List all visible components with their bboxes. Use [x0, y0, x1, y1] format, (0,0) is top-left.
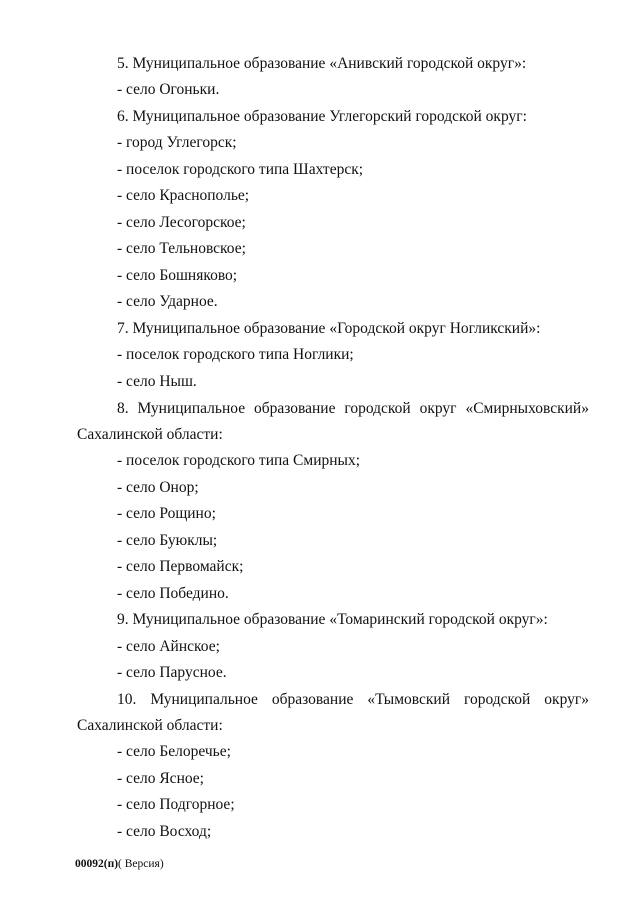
heading-word: «Тымовский — [367, 691, 451, 708]
section-6-heading: 6. Муниципальное образование Углегорский городской округ: — [117, 108, 527, 125]
list-item: - село Белоречье; — [117, 743, 231, 760]
document-code: 00092(п) — [75, 858, 119, 870]
list-item: - село Ударное. — [117, 293, 218, 310]
list-item: - село Победино. — [117, 585, 229, 602]
list-item: - село Восход; — [117, 823, 212, 840]
heading-word: образование — [271, 691, 354, 708]
heading-word: образование — [253, 400, 336, 417]
list-item: - село Онор; — [117, 479, 199, 496]
heading-word: «Смирныховский» — [465, 400, 589, 417]
list-item: - село Первомайск; — [117, 558, 244, 575]
list-item: - село Лесогорское; — [117, 214, 246, 231]
list-item: - село Буюклы; — [117, 532, 218, 549]
heading-word: Муниципальное — [150, 691, 258, 708]
list-item: - село Парусное. — [117, 664, 227, 681]
heading-word: округ — [419, 400, 457, 417]
section-9-heading: 9. Муниципальное образование «Томаринский городской округ»: — [117, 611, 548, 628]
list-item: - поселок городского типа Шахтерск; — [117, 161, 364, 178]
heading-word: городской — [344, 400, 411, 417]
heading-word: округ» — [544, 691, 589, 708]
list-item: - село Айнское; — [117, 638, 220, 655]
section-10-heading-continuation: Сахалинской области: — [77, 717, 223, 734]
heading-word: Муниципальное — [137, 400, 246, 417]
list-item: - село Тельновское; — [117, 240, 246, 257]
list-item: - поселок городского типа Смирных; — [117, 452, 361, 469]
document-footer — [75, 858, 164, 870]
list-item: - село Краснополье; — [117, 187, 250, 204]
section-8-heading-continuation: Сахалинской области: — [77, 426, 223, 443]
list-item: - село Ныш. — [117, 373, 197, 390]
section-7-heading: 7. Муниципальное образование «Городской округ Ногликский»: — [117, 320, 541, 337]
heading-word: 8. — [117, 400, 129, 417]
heading-word: 10. — [117, 691, 137, 708]
section-5-heading: 5. Муниципальное образование «Анивский городской округ»: — [117, 55, 527, 72]
heading-word: городской — [463, 691, 531, 708]
list-item: - село Огоньки. — [117, 81, 220, 98]
list-item: - село Подгорное; — [117, 796, 235, 813]
list-item: - поселок городского типа Ноглики; — [117, 346, 354, 363]
section-10-heading — [117, 690, 589, 710]
document-version: ( Версия) — [118, 858, 164, 870]
section-8-heading — [117, 399, 589, 419]
list-item: - село Бошняково; — [117, 267, 238, 284]
list-item: - город Углегорск; — [117, 134, 237, 151]
list-item: - село Ясное; — [117, 770, 204, 787]
list-item: - село Рощино; — [117, 505, 216, 522]
